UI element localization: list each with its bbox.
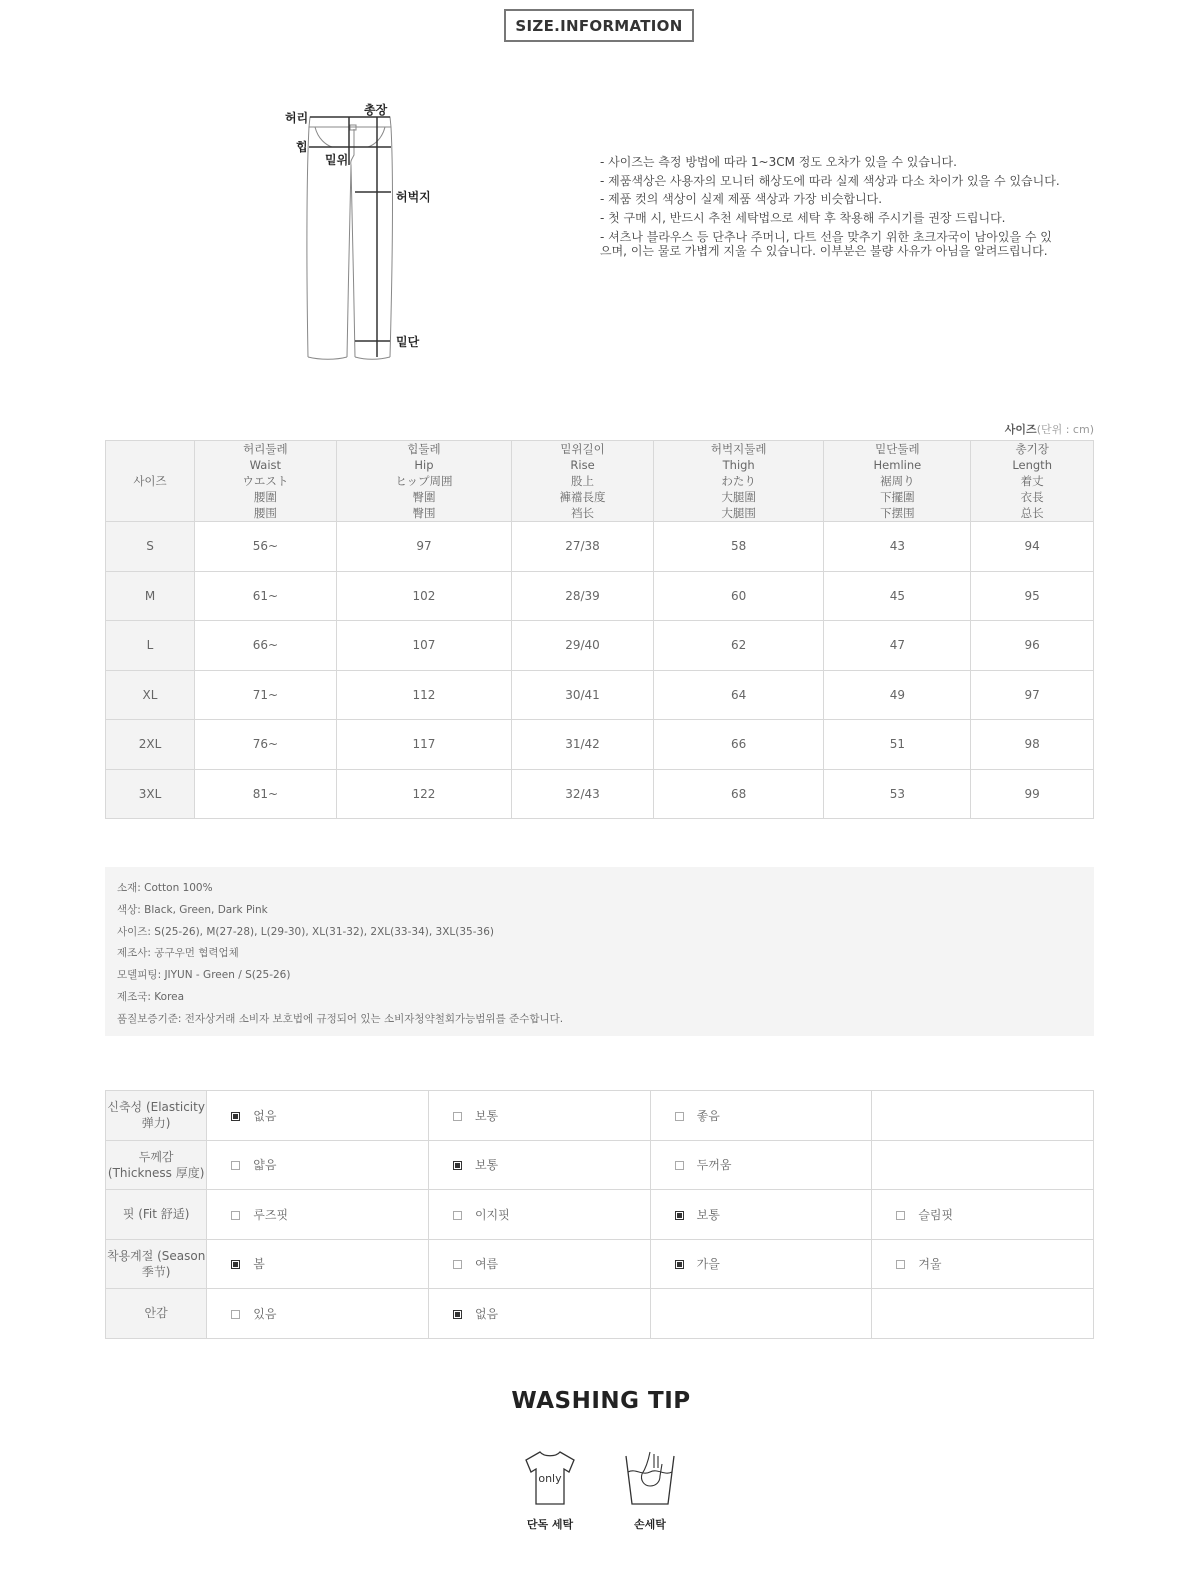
size-name-cell: S [106,522,195,572]
attribute-row [106,1239,1094,1289]
attribute-option [872,1289,1094,1339]
size-information-title: SIZE.INFORMATION [504,9,694,42]
size-value-cell: 58 [653,522,824,572]
size-name-cell: XL [106,670,195,720]
attribute-option [872,1239,1094,1289]
hemline-column-header: 밑단둘레 Hemline 裾周り 下擺圍 下摆围 [824,441,971,522]
attribute-option-label: 좋음 [696,1108,720,1123]
unchecked-box-icon [231,1161,240,1170]
size-value-cell: 32/43 [512,769,654,819]
size-name-cell: L [106,621,195,671]
size-value-cell: 61~ [195,571,337,621]
attribute-option [650,1289,872,1339]
hand-wash-icon [615,1448,685,1532]
checked-box-icon [231,1112,240,1121]
attribute-option-label: 있음 [253,1306,277,1321]
model-fitting-info: 모델피팅: JIYUN - Green / S(25-26) [117,969,291,982]
attribute-name: 착용계절 (Season 季节) [106,1239,207,1289]
size-value-cell: 29/40 [512,621,654,671]
attribute-option [207,1190,429,1240]
attribute-option-label: 두꺼움 [696,1158,732,1173]
size-name-cell: 3XL [106,769,195,819]
only-text: only [538,1472,562,1485]
size-table [105,440,1094,819]
solo-wash-label: 단독 세탁 [526,1518,574,1531]
attribute-option [207,1091,429,1141]
pants-outline-icon [270,95,470,375]
attribute-option [650,1239,872,1289]
size-row [106,621,1094,671]
attribute-name: 신축성 (Elasticity 弹力) [106,1091,207,1141]
size-value-cell: 47 [824,621,971,671]
pants-diagram [270,95,470,375]
thigh-column-header: 허벅지둘레 Thigh わたり 大腿圍 大腿围 [653,441,824,522]
size-name-cell: 2XL [106,720,195,770]
unchecked-box-icon [896,1260,905,1269]
size-value-cell: 28/39 [512,571,654,621]
attribute-name: 핏 (Fit 舒适) [106,1190,207,1240]
unchecked-box-icon [231,1310,240,1319]
length-column-header: 총기장 Length 着丈 衣長 总长 [971,441,1094,522]
unchecked-box-icon [453,1260,462,1269]
size-row [106,522,1094,572]
attribute-option [207,1239,429,1289]
size-value-cell: 66~ [195,621,337,671]
size-notes [600,153,1090,258]
note-item: - 셔츠나 블라우스 등 단추나 주머니, 다트 선을 맞추기 위한 초크자국이 남아있을 수 있 [600,230,1052,244]
size-value-cell: 27/38 [512,522,654,572]
attribute-option-label: 여름 [474,1257,499,1272]
attribute-option [428,1091,650,1141]
size-row [106,670,1094,720]
checked-box-icon [231,1260,240,1269]
country-info: 제조국: Korea [117,990,185,1003]
note-item: - 제품색상은 사용자의 모니터 해상도에 따라 실제 색상과 다소 차이가 있을 수 있습니다. [600,173,1060,188]
size-value-cell: 68 [653,769,824,819]
checked-box-icon [675,1260,684,1269]
unchecked-box-icon [675,1161,684,1170]
size-value-cell: 31/42 [512,720,654,770]
size-info: 사이즈: S(25-26), M(27-28), L(29-30), XL(31-32), 2XL(33-34), 3XL(35-36) [117,925,494,938]
unchecked-box-icon [896,1211,905,1220]
attribute-row [106,1140,1094,1190]
attribute-option [207,1289,429,1339]
attribute-option-label: 없음 [253,1108,277,1123]
size-value-cell: 53 [824,769,971,819]
size-value-cell: 117 [336,720,511,770]
size-value-cell: 71~ [195,670,337,720]
length-label: 총장 [364,103,388,117]
attribute-row [106,1091,1094,1141]
attribute-option-label: 보통 [474,1158,499,1173]
size-row [106,571,1094,621]
attribute-option [650,1140,872,1190]
size-row [106,769,1094,819]
tshirt-icon [520,1448,580,1508]
hand-wash-label: 손세탁 [634,1518,666,1531]
product-info-box [105,867,1094,1036]
size-value-cell: 60 [653,571,824,621]
attribute-row [106,1190,1094,1240]
manufacturer-info: 제조사: 공구우먼 협력업체 [117,947,239,960]
size-column-header: 사이즈 [106,441,195,522]
waist-label: 허리 [285,111,309,125]
size-value-cell: 43 [824,522,971,572]
attribute-option [207,1140,429,1190]
size-value-cell: 97 [336,522,511,572]
size-row [106,720,1094,770]
color-info: 색상: Black, Green, Dark Pink [117,903,268,916]
attribute-option-label: 이지핏 [474,1207,510,1222]
size-value-cell: 76~ [195,720,337,770]
note-item: - 사이즈는 측정 방법에 따라 1~3CM 정도 오차가 있을 수 있습니다. [600,155,957,169]
size-value-cell: 98 [971,720,1094,770]
unchecked-box-icon [231,1211,240,1220]
size-value-cell: 64 [653,670,824,720]
attribute-name: 두께감 (Thickness 厚度) [106,1140,207,1190]
attribute-option-label: 보통 [474,1108,499,1123]
size-table-header [106,441,1094,522]
note-item: 으며, 이는 물로 가볍게 지울 수 있습니다. 이부분은 불량 사유가 아님을 알려드립니다. [600,244,1048,258]
note-item: - 제품 컷의 색상이 실제 제품 색상과 가장 비슷합니다. [600,192,883,206]
checked-box-icon [453,1310,462,1319]
attribute-option-label: 슬림핏 [918,1207,954,1222]
size-value-cell: 51 [824,720,971,770]
attribute-table [105,1090,1094,1339]
tshirt-only-icon [515,1448,585,1532]
size-value-cell: 97 [971,670,1094,720]
unchecked-box-icon [453,1211,462,1220]
size-value-cell: 45 [824,571,971,621]
rise-label: 밑위 [325,153,349,167]
size-value-cell: 99 [971,769,1094,819]
hem-label: 밑단 [396,335,420,349]
attribute-option-label: 보통 [696,1207,720,1222]
size-value-cell: 122 [336,769,511,819]
size-value-cell: 62 [653,621,824,671]
note-item: - 첫 구매 시, 반드시 추천 세탁법으로 세탁 후 착용해 주시기를 권장 드립니다. [600,210,1006,225]
attribute-name: 안감 [106,1289,207,1339]
attribute-option [650,1190,872,1240]
attribute-option [428,1140,650,1190]
checked-box-icon [453,1161,462,1170]
quality-info: 품질보증기준: 전자상거래 소비자 보호법에 규정되어 있는 소비자청약철회가능범위를 준수합니다. [117,1012,564,1025]
size-value-cell: 102 [336,571,511,621]
size-value-cell: 49 [824,670,971,720]
attribute-option-label: 없음 [474,1306,499,1321]
checked-box-icon [675,1211,684,1220]
waist-column-header: 허리둘레 Waist ウエスト 腰圍 腰围 [195,441,337,522]
unchecked-box-icon [675,1112,684,1121]
attribute-option [428,1190,650,1240]
material-info: 소재: Cotton 100% [117,882,213,894]
thigh-label: 허벅지 [396,190,431,204]
attribute-option-label: 봄 [253,1257,265,1272]
attribute-option-label: 가을 [696,1257,720,1272]
attribute-option [428,1289,650,1339]
unchecked-box-icon [453,1112,462,1121]
hip-column-header: 힙둘레 Hip ヒップ周囲 臀圍 臀围 [336,441,511,522]
size-value-cell: 96 [971,621,1094,671]
washing-tip-title: WASHING TIP [511,1388,691,1414]
attribute-option [872,1091,1094,1141]
attribute-option-label: 루즈핏 [253,1207,289,1222]
rise-column-header: 밑위길이 Rise 股上 褲襠長度 裆长 [512,441,654,522]
attribute-option [650,1091,872,1141]
size-value-cell: 94 [971,522,1094,572]
size-value-cell: 95 [971,571,1094,621]
size-value-cell: 30/41 [512,670,654,720]
size-value-cell: 81~ [195,769,337,819]
attribute-option [872,1140,1094,1190]
size-value-cell: 107 [336,621,511,671]
size-value-cell: 66 [653,720,824,770]
unit-label: 사이즈(단위 : cm) [1004,423,1094,436]
attribute-option [872,1190,1094,1240]
basin-hand-icon [620,1448,680,1508]
size-value-cell: 56~ [195,522,337,572]
attribute-option [428,1239,650,1289]
size-name-cell: M [106,571,195,621]
attribute-option-label: 얇음 [253,1158,277,1173]
hip-label: 힙 [296,140,308,154]
attribute-option-label: 겨울 [918,1257,942,1272]
attribute-row [106,1289,1094,1339]
size-value-cell: 112 [336,670,511,720]
